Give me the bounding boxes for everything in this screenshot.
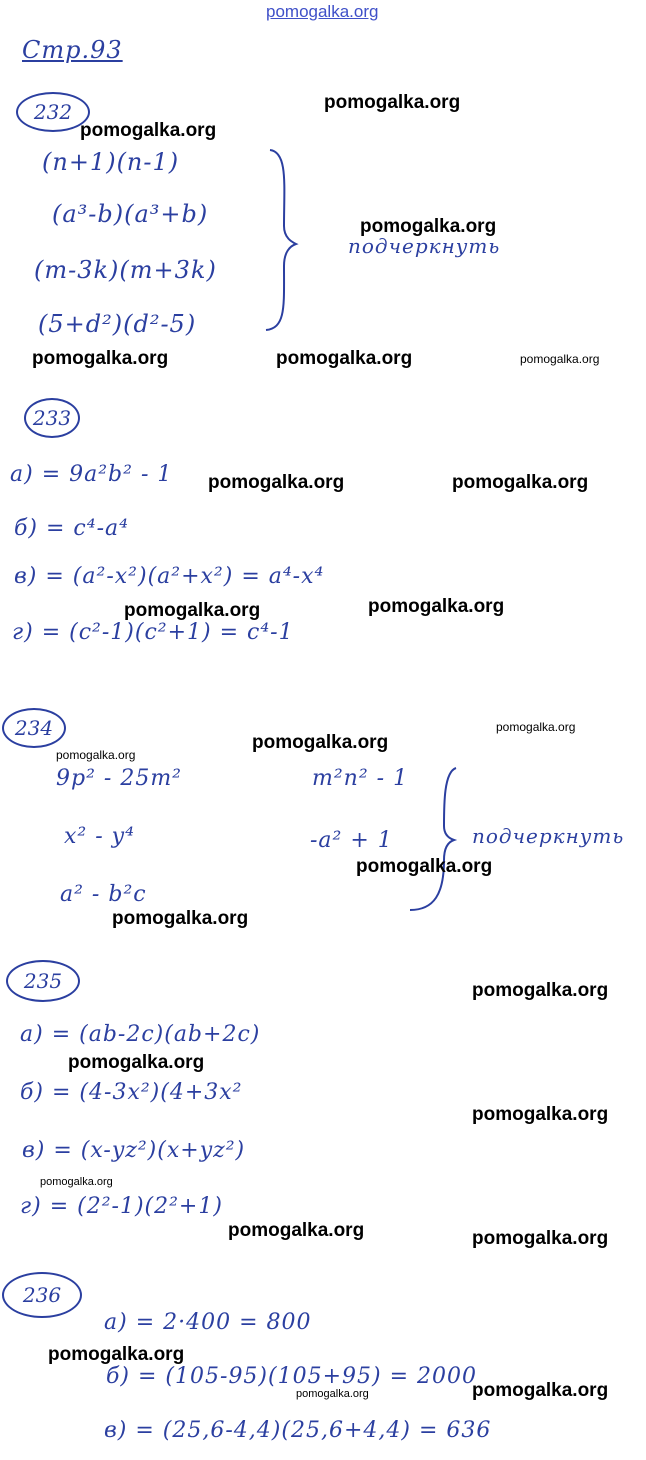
watermark: pomogalka.org [472,980,609,1001]
watermark: pomogalka.org [520,352,600,366]
exercise-236-number: 236 [2,1272,82,1318]
watermark: pomogalka.org [472,1228,609,1249]
watermark: pomogalka.org [252,732,389,753]
watermark: pomogalka.org [276,348,413,369]
watermark: pomogalka.org [68,1052,205,1073]
watermark: pomogalka.org [496,720,576,734]
ex234-left-3: a² - b²c [60,882,147,907]
ex234-left-1: 9p² - 25m² [56,766,182,791]
watermark: pomogalka.org [40,1176,113,1188]
watermark: pomogalka.org [228,1220,365,1241]
page-reference: Стр.93 [22,36,123,64]
ex234-right-1: m²n² - 1 [312,766,409,791]
ex233-line-b: б) = c⁴-a⁴ [14,516,129,541]
ex234-note: подчеркнуть [472,824,625,848]
watermark: pomogalka.org [452,472,589,493]
top-watermark-link: pomogalka.org [266,2,379,21]
ex233-line-v: в) = (a²-x²)(a²+x²) = a⁴-x⁴ [14,564,325,589]
ex236-line-b: б) = (105-95)(105+95) = 2000 [106,1364,478,1389]
watermark: pomogalka.org [472,1380,609,1401]
watermark: pomogalka.org [48,1344,185,1365]
ex232-line-1: (n+1)(n-1) [42,148,180,176]
exercise-233-number: 233 [24,398,80,438]
watermark: pomogalka.org [80,120,217,141]
ex235-line-a: а) = (ab-2c)(ab+2c) [20,1022,261,1047]
ex235-line-b: б) = (4-3x²)(4+3x² [20,1080,243,1105]
ex232-line-2: (a³-b)(a³+b) [52,200,209,228]
watermark: pomogalka.org [112,908,249,929]
ex232-line-3: (m-3k)(m+3k) [34,256,217,284]
watermark: pomogalka.org [208,472,345,493]
exercise-234-number: 234 [2,708,66,748]
watermark: pomogalka.org [368,596,505,617]
watermark: pomogalka.org [124,600,261,621]
watermark: pomogalka.org [360,216,497,237]
ex234-brace [404,764,464,914]
ex232-brace [262,146,302,336]
watermark: pomogalka.org [472,1104,609,1125]
ex236-line-a: а) = 2·400 = 800 [104,1310,312,1335]
exercise-235-number: 235 [6,960,80,1002]
ex235-line-g: г) = (2²-1)(2²+1) [20,1194,223,1219]
ex234-left-2: x² - y⁴ [64,824,135,849]
ex232-line-4: (5+d²)(d²-5) [38,310,197,338]
watermark: pomogalka.org [324,92,461,113]
exercise-232-number: 232 [16,92,90,132]
watermark: pomogalka.org [296,1388,369,1400]
watermark: pomogalka.org [32,348,169,369]
ex235-line-v: в) = (x-yz²)(x+yz²) [22,1138,246,1163]
ex236-line-v: в) = (25,6-4,4)(25,6+4,4) = 636 [104,1418,492,1443]
ex232-note: подчеркнуть [348,234,501,258]
ex233-line-a: а) = 9a²b² - 1 [10,462,173,487]
watermark: pomogalka.org [356,856,493,877]
watermark: pomogalka.org [56,748,136,762]
ex234-right-2: -a² + 1 [310,828,393,853]
ex233-line-g: г) = (c²-1)(c²+1) = c⁴-1 [12,620,294,645]
